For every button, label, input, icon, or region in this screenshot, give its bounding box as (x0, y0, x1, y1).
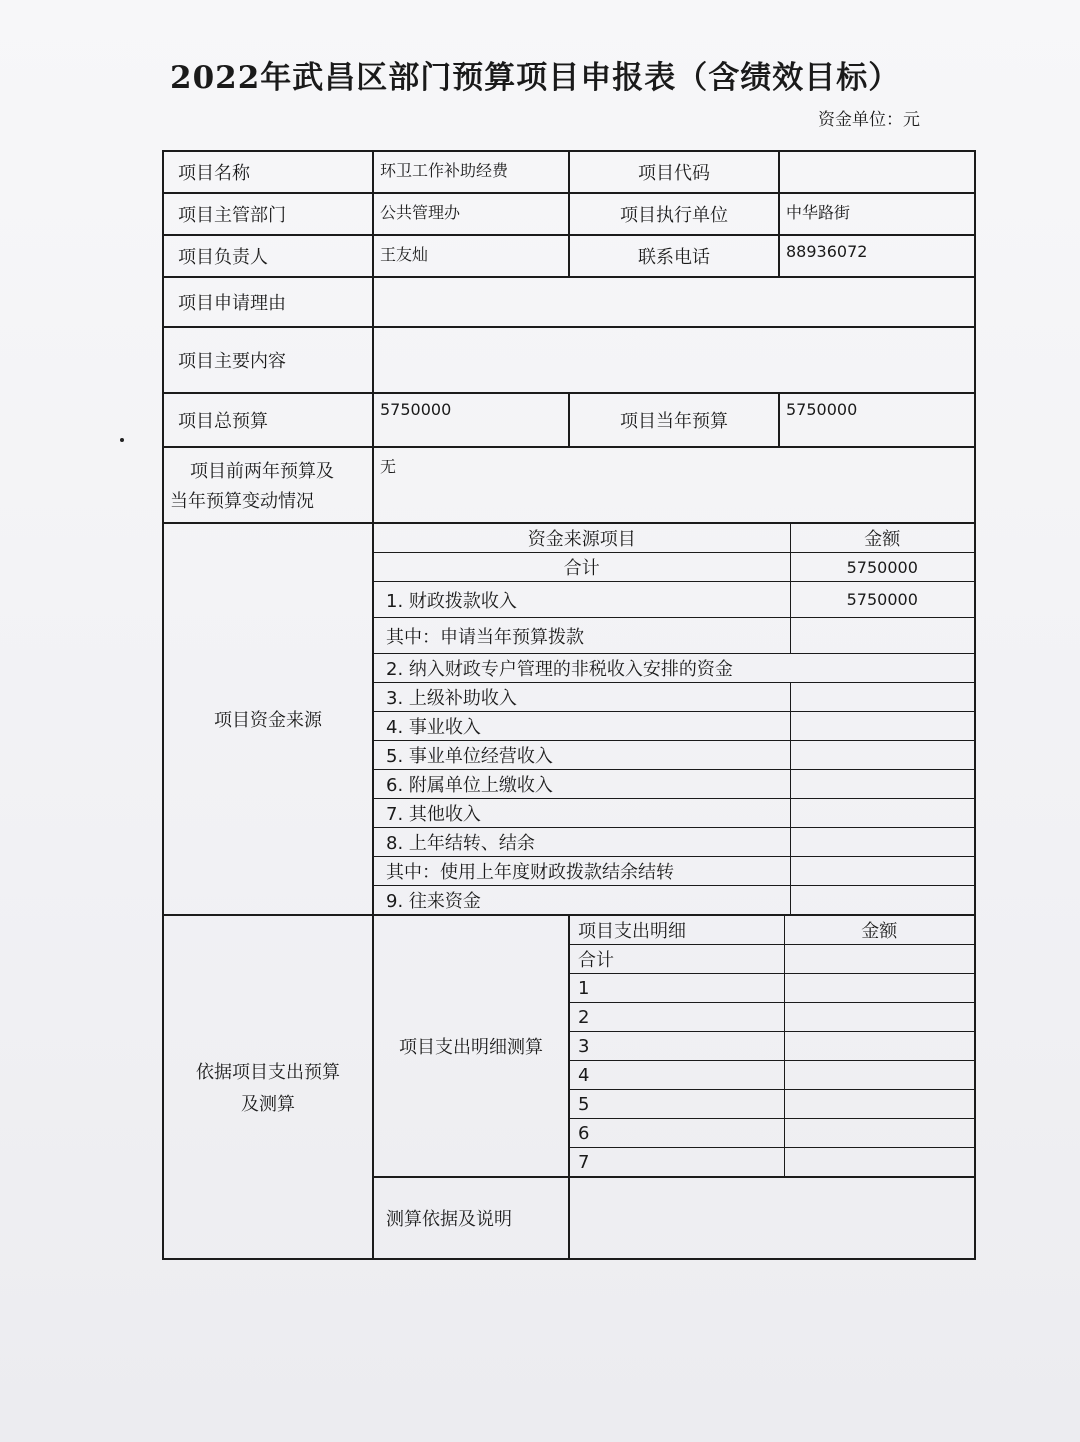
row-funding (163, 523, 975, 915)
funding-row (374, 712, 974, 741)
expense-item: 4 (570, 1061, 784, 1090)
project-name-label: 项目名称 (163, 151, 373, 193)
funding-header-row (374, 524, 974, 553)
expense-row (570, 1148, 974, 1177)
project-code-value (779, 151, 975, 193)
funding-amount (790, 770, 974, 799)
funding-amount (790, 857, 974, 886)
funding-row (374, 857, 974, 886)
row-prev-budget (163, 447, 975, 523)
total-budget-value: 5750000 (373, 393, 569, 447)
expense-amount (784, 1090, 974, 1119)
funding-item: 6. 附属单位上缴收入 (374, 770, 790, 799)
expense-item: 7 (578, 1151, 590, 1173)
expense-header-amount: 金额 (784, 916, 974, 945)
funding-row (374, 553, 974, 582)
funding-amount-total: 5750000 (790, 553, 974, 582)
funding-item-total: 合计 (374, 553, 790, 582)
funding-cell (373, 523, 975, 915)
reason-value (373, 277, 975, 327)
expense-row (570, 1032, 974, 1061)
basis-value (569, 1177, 975, 1259)
prev-budget-label (163, 447, 373, 523)
expense-header-row (570, 916, 974, 945)
funding-item: 5. 事业单位经营收入 (374, 741, 790, 770)
row-leader (163, 235, 975, 277)
content-value (373, 327, 975, 393)
expense-label-line2: 及测算 (241, 1094, 295, 1115)
funding-row (374, 683, 974, 712)
row-project-name (163, 151, 975, 193)
funding-header-amount: 金额 (790, 524, 974, 553)
expense-row (570, 945, 974, 974)
funding-row (374, 654, 974, 683)
expense-section-label (163, 915, 373, 1259)
phone-label: 联系电话 (569, 235, 779, 277)
row-content (163, 327, 975, 393)
funding-amount (790, 886, 974, 915)
funding-row (374, 770, 974, 799)
funding-item: 2. 纳入财政专户管理的非税收入安排的资金 (374, 654, 974, 683)
funding-table (374, 524, 974, 914)
expense-item: 3 (570, 1032, 784, 1061)
exec-unit-label: 项目执行单位 (569, 193, 779, 235)
expense-label-line1: 依据项目支出预算 (196, 1062, 340, 1083)
row-expense (163, 915, 975, 1177)
funding-row (374, 886, 974, 915)
expense-detail-label: 项目支出明细测算 (373, 915, 569, 1177)
expense-item: 5 (570, 1090, 784, 1119)
expense-amount (784, 945, 974, 974)
expense-item: 2 (570, 1003, 784, 1032)
funding-item: 8. 上年结转、结余 (374, 828, 790, 857)
expense-amount (784, 1119, 974, 1148)
funding-amount (790, 741, 974, 770)
funding-amount (790, 828, 974, 857)
prev-label-line2: 当年预算变动情况 (170, 491, 314, 512)
leader-label: 项目负责人 (163, 235, 373, 277)
funding-item: 3. 上级补助收入 (374, 683, 790, 712)
expense-item: 6 (570, 1119, 784, 1148)
expense-amount (784, 974, 974, 1003)
expense-header-item: 项目支出明细 (570, 916, 784, 945)
row-reason (163, 277, 975, 327)
funding-item: 9. 往来资金 (386, 891, 481, 912)
expense-row (570, 1090, 974, 1119)
project-code-label: 项目代码 (569, 151, 779, 193)
funding-item: 其中：使用上年度财政拨款结余结转 (374, 857, 790, 886)
dept-value: 公共管理办 (373, 193, 569, 235)
funding-amount (790, 618, 974, 654)
expense-row (570, 974, 974, 1003)
funding-header-item: 资金来源项目 (374, 524, 790, 553)
content-label: 项目主要内容 (163, 327, 373, 393)
exec-unit-value: 中华路街 (779, 193, 975, 235)
total-budget-label: 项目总预算 (163, 393, 373, 447)
funding-row (374, 828, 974, 857)
expense-row (570, 1061, 974, 1090)
funding-item: 4. 事业收入 (374, 712, 790, 741)
expense-item: 1 (570, 974, 784, 1003)
funding-row (374, 799, 974, 828)
stray-mark (120, 438, 124, 442)
row-budget (163, 393, 975, 447)
basis-label: 测算依据及说明 (373, 1177, 569, 1259)
dept-label: 项目主管部门 (163, 193, 373, 235)
funding-row (374, 741, 974, 770)
application-form (162, 150, 976, 1260)
funding-amount (790, 712, 974, 741)
funding-row (374, 618, 974, 654)
currency-unit: 资金单位：元 (818, 110, 920, 130)
row-dept (163, 193, 975, 235)
funding-amount: 5750000 (790, 582, 974, 618)
expense-row (570, 1003, 974, 1032)
expense-amount (784, 1032, 974, 1061)
expense-amount (784, 1003, 974, 1032)
expense-table (570, 916, 974, 1176)
funding-item: 1. 财政拨款收入 (374, 582, 790, 618)
expense-amount (784, 1148, 974, 1177)
prev-label-line1: 项目前两年预算及 (190, 461, 334, 482)
year-budget-value: 5750000 (779, 393, 975, 447)
page-title: 2022年武昌区部门预算项目申报表（含绩效目标） (170, 60, 901, 96)
funding-item: 7. 其他收入 (374, 799, 790, 828)
expense-row (570, 1119, 974, 1148)
expense-amount (784, 1061, 974, 1090)
funding-amount (790, 799, 974, 828)
funding-row (374, 582, 974, 618)
funding-amount (790, 683, 974, 712)
funding-section-label: 项目资金来源 (163, 523, 373, 915)
funding-item: 其中：申请当年预算拨款 (374, 618, 790, 654)
expense-cell (569, 915, 975, 1177)
year-budget-label: 项目当年预算 (569, 393, 779, 447)
leader-value: 王友灿 (373, 235, 569, 277)
phone-value: 88936072 (779, 235, 975, 277)
reason-label: 项目申请理由 (163, 277, 373, 327)
expense-item: 合计 (570, 945, 784, 974)
prev-budget-value: 无 (373, 447, 975, 523)
project-name-value: 环卫工作补助经费 (373, 151, 569, 193)
